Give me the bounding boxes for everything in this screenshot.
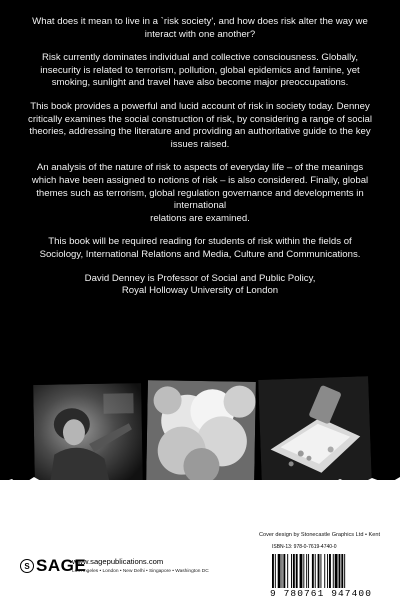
torn-paper-edge (0, 455, 400, 495)
sage-emblem-icon: S (20, 559, 34, 573)
barcode-bar (315, 554, 316, 588)
barcode-bar (287, 554, 288, 588)
barcode-bar (272, 554, 274, 588)
author-bio-line-1: David Denney is Professor of Social and Public Policy, (84, 272, 316, 284)
barcode-bar (329, 554, 331, 588)
blurb-paragraph-5: This book will be required reading for students of risk within the fields of Sociology, International Relations and Media, Culture and Communications. (39, 236, 361, 260)
barcode (266, 544, 376, 600)
barcode-bar (318, 554, 320, 588)
barcode-number: 9 780761 947400 (270, 588, 373, 599)
publisher-cities: Los Angeles • London • New Delhi • Singapore • Washington DC (72, 569, 209, 574)
blurb-paragraph-3: This book provides a powerful and lucid account of risk in society today. Denney critically examines the social construction of risk, by considering a range of social theories, addressing the literature and providing an authoritative guide to the key issues raised. (28, 100, 372, 150)
barcode-bar (341, 554, 343, 588)
sage-wordmark: SAGE (36, 556, 87, 575)
barcode-bars (270, 554, 372, 588)
barcode-bar (291, 554, 292, 588)
blurb-paragraph-1: What does it mean to live in a `risk society', and how does risk alter the way we interact with one another? (32, 16, 368, 40)
barcode-bar (282, 554, 283, 588)
barcode-bar (308, 554, 309, 588)
barcode-bar (275, 554, 276, 588)
barcode-bar (296, 554, 298, 588)
author-bio-line-2: Royal Holloway University of London (121, 285, 279, 297)
barcode-bar (303, 554, 304, 588)
blurb-paragraph-4: An analysis of the nature of risk to aspects of everyday life – of the meanings which have been assigned to notions of risk – is also considered. Finally, global themes such as terrorism, global regulation governance and developments in international (31, 162, 369, 212)
barcode-bar (335, 554, 338, 588)
publisher-url: www.sagepublications.com (72, 557, 164, 566)
blurb-paragraph-2: Risk currently dominates individual and collective consciousness. Globally, insecurity is related to terrorism, pollution, global epidemics and famine, yet smoking, sunlight and travel have also become major preoccupations. (40, 52, 360, 89)
back-cover-blurb (28, 16, 372, 309)
barcode-bar (300, 554, 303, 588)
barcode-bar (324, 554, 325, 588)
barcode-bar (312, 554, 314, 588)
barcode-bar (293, 554, 295, 588)
barcode-bar (320, 554, 321, 588)
barcode-bar (327, 554, 328, 588)
blurb-paragraph-4-end: relations are examined. (150, 212, 250, 224)
barcode-bar (344, 554, 345, 588)
barcode-bar (306, 554, 307, 588)
isbn-label: ISBN-13: 978-0-7619-4740-0 (272, 544, 337, 550)
cover-design-credit: Cover design by Stonecastle Graphics Ltd • Kent (258, 532, 380, 538)
barcode-bar (333, 554, 334, 588)
barcode-bar (278, 554, 281, 588)
barcode-bar (283, 554, 285, 588)
barcode-bar (339, 554, 341, 588)
